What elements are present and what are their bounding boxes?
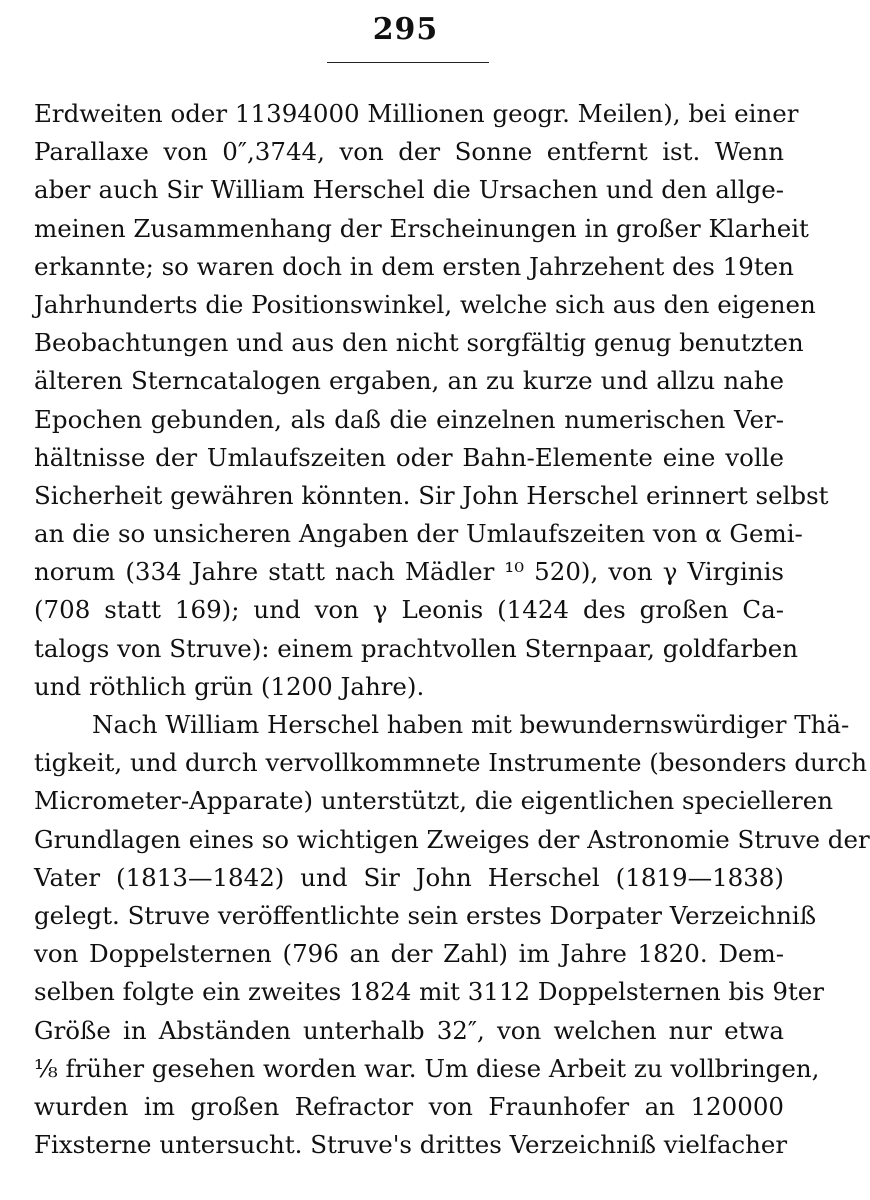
text-line: Grundlagen eines so wichtigen Zweiges der Astronomie Struve der xyxy=(34,824,870,854)
text-line: meinen Zusammenhang der Erscheinungen in großer Klarheit xyxy=(34,213,809,243)
text-line: von Doppelsternen (796 an der Zahl) im Jahre 1820. Dem- xyxy=(34,939,784,969)
page-number: 295 xyxy=(372,12,439,47)
body-text xyxy=(34,95,870,1164)
text-line: hältnisse der Umlaufszeiten oder Bahn-Elemente eine volle xyxy=(34,442,784,472)
text-line: wurden im großen Refractor von Fraunhofer an 120000 xyxy=(34,1091,784,1121)
text-line: Erdweiten oder 11394000 Millionen geogr. Meilen), bei einer xyxy=(34,99,799,128)
text-line: Größe in Abständen unterhalb 32″, von welchen nur etwa xyxy=(34,1015,784,1045)
text-line: Micrometer-Apparate) unterstützt, die eigentlichen specielleren xyxy=(34,786,833,816)
text-line: aber auch Sir William Herschel die Ursachen und den allge- xyxy=(34,175,784,205)
text-line: Epochen gebunden, als daß die einzelnen numerischen Ver- xyxy=(34,404,784,434)
text-line: ⅛ früher gesehen worden war. Um diese Arbeit zu vollbringen, xyxy=(34,1053,820,1083)
text-line: Jahrhunderts die Positionswinkel, welche sich aus den eigenen xyxy=(34,289,816,319)
text-line-paragraph-end: und röthlich grün (1200 Jahre). xyxy=(34,671,425,701)
text-line: älteren Sterncatalogen ergaben, an zu kurze und allzu nahe xyxy=(34,366,784,396)
header-rule xyxy=(327,62,489,63)
text-line: talogs von Struve): einem prachtvollen Sternpaar, goldfarben xyxy=(34,633,799,663)
text-line: Fixsterne untersucht. Struve's drittes Verzeichniß vielfacher xyxy=(34,1130,788,1160)
text-line: Vater (1813—1842) und Sir John Herschel (1819—1838) xyxy=(34,862,784,892)
text-line: tigkeit, und durch vervollkommnete Instrumente (besonders durch xyxy=(34,748,868,778)
text-line: Parallaxe von 0″,3744, von der Sonne entfernt ist. Wenn xyxy=(34,137,784,167)
text-line: (708 statt 169); und von γ Leonis (1424 des großen Ca- xyxy=(34,595,784,625)
text-line: an die so unsicheren Angaben der Umlaufszeiten von α Gemi- xyxy=(34,519,803,549)
text-line: gelegt. Struve veröffentlichte sein erstes Dorpater Verzeichniß xyxy=(34,900,817,930)
text-line: selben folgte ein zweites 1824 mit 3112 Doppelsternen bis 9ter xyxy=(34,977,825,1007)
text-line: norum (334 Jahre statt nach Mädler ¹⁰ 520), von γ Virginis xyxy=(34,557,784,587)
text-line: Sicherheit gewähren könnten. Sir John Herschel erinnert selbst xyxy=(34,480,829,510)
text-line: erkannte; so waren doch in dem ersten Jahrzehent des 19ten xyxy=(34,251,794,281)
text-line: Beobachtungen und aus den nicht sorgfältig genug benutzten xyxy=(34,328,804,358)
text-line-paragraph-start: Nach William Herschel haben mit bewundernswürdiger Thä- xyxy=(92,710,850,739)
